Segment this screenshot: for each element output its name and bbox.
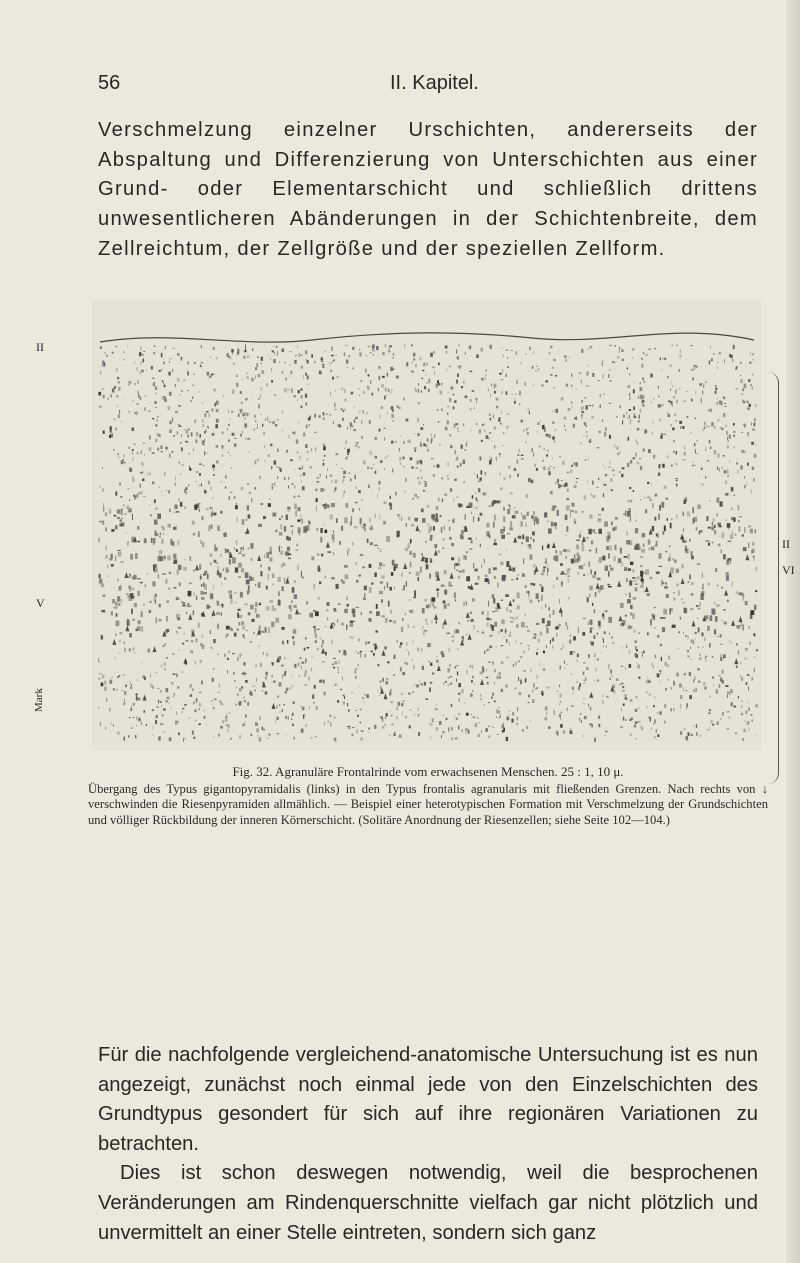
page-number: 56 xyxy=(98,72,121,94)
running-head: II. Kapitel. xyxy=(390,72,479,94)
caption-body: Übergang des Typus gigantopyramidalis (links) in den Typus frontalis agranularis mit fließenden Grenzen. Nach rechts von ↓ verschwinden die Riesenpyramiden allmählich. — Beispiel einer heterotypischen Formation mit Verschmelzung der Grundschichten und völliger Rückbildung der inneren Körnerschicht. (Solitäre Anordnung der Riesenzellen; siehe Seite 102—104.) xyxy=(88,781,768,827)
right-bracket xyxy=(768,372,779,784)
layer-label-v-left: V xyxy=(36,596,45,610)
intro-paragraph xyxy=(98,116,758,265)
cortex-micrograph xyxy=(92,300,762,750)
body-paragraph-1: Für die nachfolgende vergleichend-anatomische Untersuchung ist es nun angezeigt, zunächst noch einmal jede von den Einzelschichten des Grundtypus gesondert für sich auf ihre regionären Variationen zu betrachten. xyxy=(98,1044,758,1155)
page-edge xyxy=(786,0,800,1263)
arrow-marker-lower: ↑ xyxy=(358,646,364,660)
layer-label-mark: Mark xyxy=(33,688,45,712)
body-paragraph-2: Dies ist schon deswegen notwendig, weil die besprochenen Veränderungen am Rindenquerschnitte vielfach gar nicht plötzlich und unvermittelt an einer Stelle eintreten, sondern sich ganz xyxy=(98,1162,758,1244)
body-text xyxy=(98,1041,758,1248)
intro-text: Verschmelzung einzelner Urschichten, andererseits der Abspaltung und Differenzierung von Unterschichten aus einer Grund- oder Elementarschicht und schließlich drittens unwesentlicheren Abänderungen in der Schichtenbreite, dem Zellreichtum, der Zellgröße und der speziellen Zellform. xyxy=(98,119,758,260)
layer-label-vi-right: VI xyxy=(782,563,795,577)
arrow-marker: ↓ xyxy=(242,339,249,355)
caption-title: Fig. 32. Agranuläre Frontalrinde vom erwachsenen Menschen. 25 : 1, 10 μ. xyxy=(232,764,624,779)
figure-caption xyxy=(88,764,768,828)
layer-label-ii-right: II xyxy=(782,537,790,551)
layer-label-ii-left: II xyxy=(36,340,44,354)
